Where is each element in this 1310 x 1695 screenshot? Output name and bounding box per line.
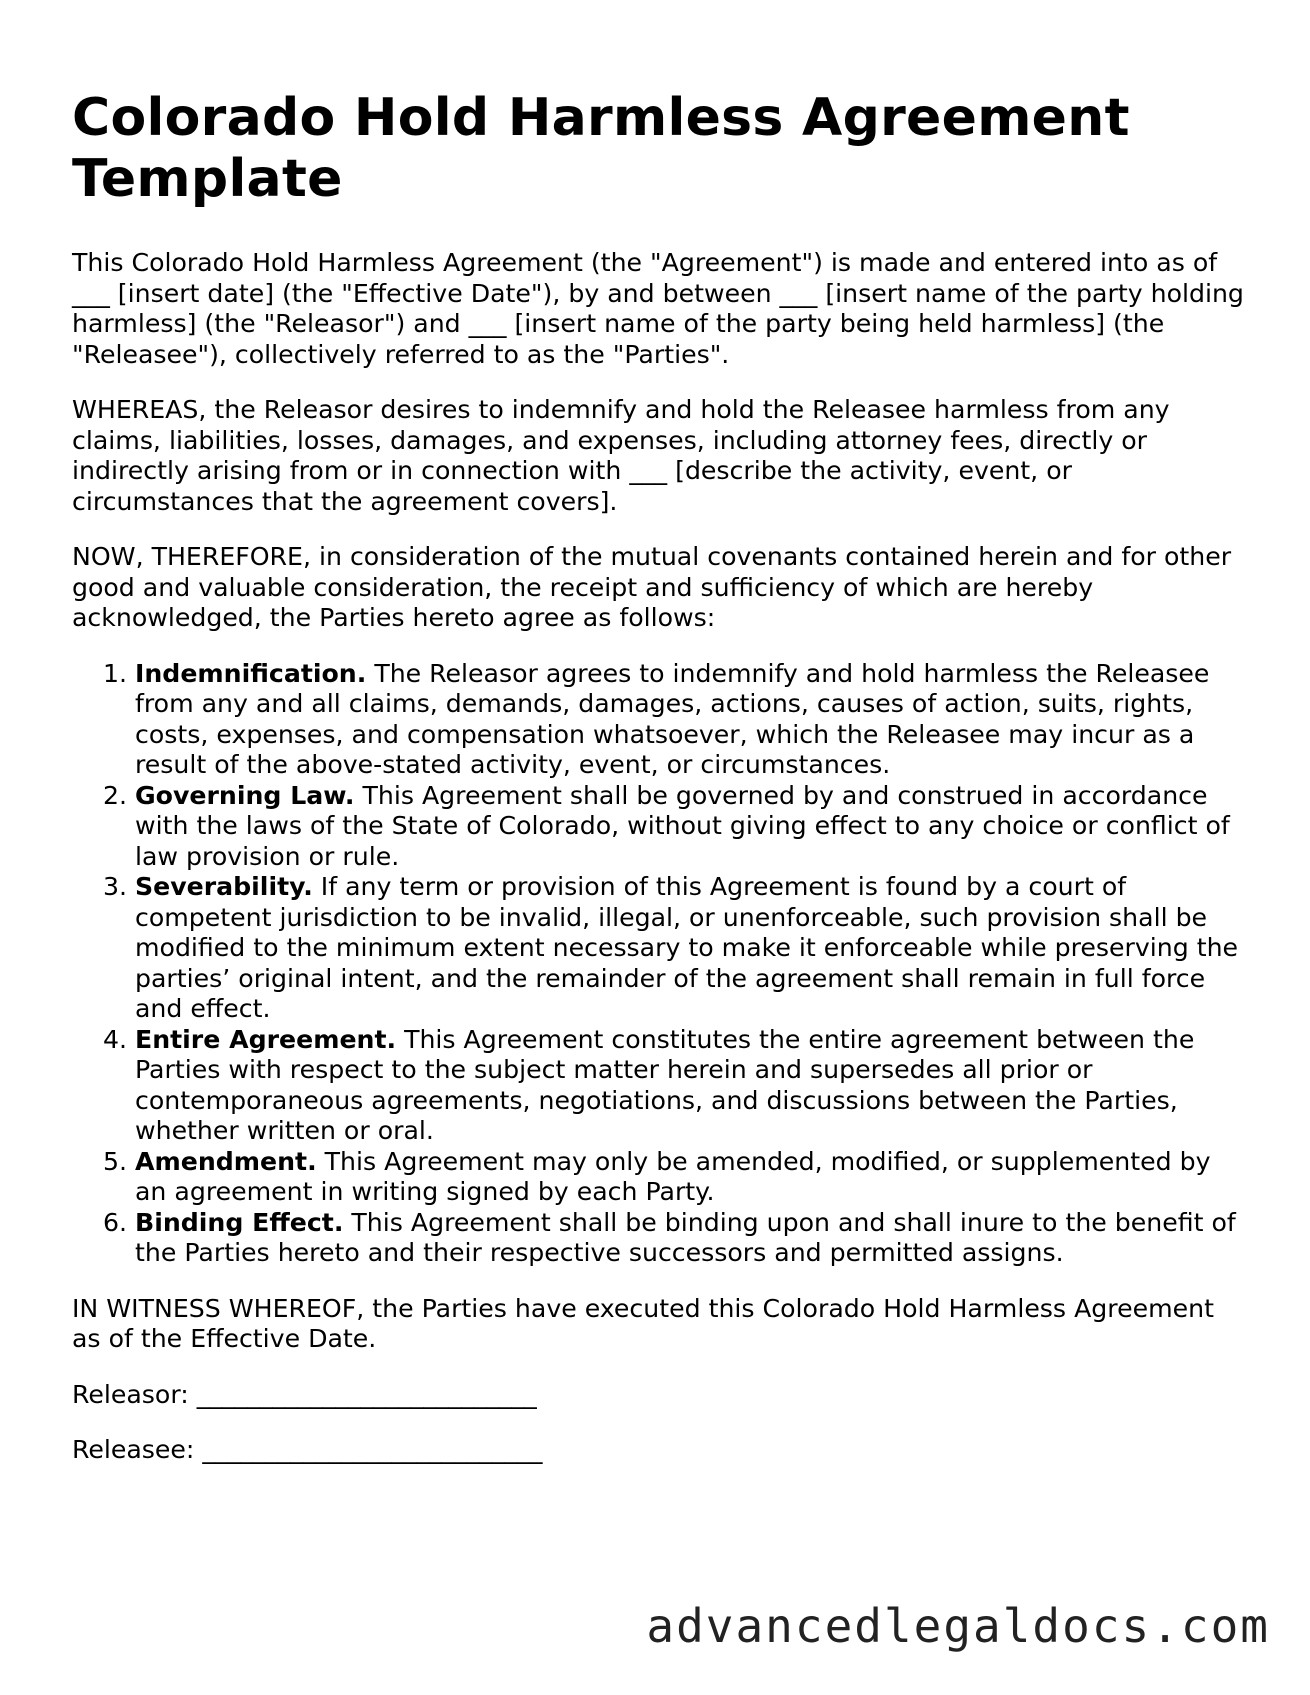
clause-text: The Releasor agrees to indemnify and hold harmless the Releasee from any and all claims, demands, damages, actions, causes of action, suits, rights, costs, expenses, and compensation whatsoever, which the Releasee may incur as a result of the above-stated activity, event, or circumstances. [135, 658, 1210, 779]
intro-paragraph: This Colorado Hold Harmless Agreement (the "Agreement") is made and entered into as of ___ [insert date] (the "Effective Date"), by and between ___ [insert name of the party holding harmless] (the "Releasor") and ___ [insert name of the party being held harmless] (the "Releasee"), collectively referred to as the "Parties". [72, 248, 1244, 369]
whereas-paragraph: WHEREAS, the Releasor desires to indemnify and hold the Releasee harmless from any claims, liabilities, losses, damages, and expenses, including attorney fees, directly or indirectly arising from or in connection with ___ [describe the activity, event, or circumstances that the agreement covers]. [72, 395, 1170, 516]
clause-item [135, 1025, 1247, 1147]
clause-heading: Binding Effect. [135, 1207, 344, 1237]
clause-text: This Agreement constitutes the entire agreement between the Parties with respect to the subject matter herein and supersedes all prior or contemporaneous agreements, negotiations, and discussions between the Parties, whether written or oral. [135, 1024, 1195, 1145]
clause-heading: Severability. [135, 872, 313, 901]
document-title: Colorado Hold Harmless Agreement Template [72, 88, 1130, 209]
clause-list [72, 659, 1247, 1269]
now-therefore-paragraph: NOW, THEREFORE, in consideration of the mutual covenants contained herein and for other good and valuable consideration, the receipt and sufficiency of which are hereby acknowledged, the Parties hereto agree as follows: [72, 542, 1232, 632]
clause-item [135, 1147, 1247, 1208]
clause-heading: Indemnification. [135, 658, 367, 688]
clause-heading: Entire Agreement. [135, 1024, 397, 1054]
clause-heading: Governing Law. [135, 780, 355, 810]
clause-text: If any term or provision of this Agreement is found by a court of competent jurisdiction to be invalid, illegal, or unenforceable, such provision shall be modified to the minimum extent necessary to make it enforceable while preserving the parties’ original intent, and the remainder of the agreement shall remain in full force and effect. [135, 872, 1239, 1023]
clause-text: This Agreement may only be amended, modified, or supplemented by an agreement in writing signed by each Party. [135, 1146, 1211, 1206]
clause-item [135, 659, 1247, 781]
clause-item [135, 872, 1247, 1025]
clause-item [135, 1208, 1247, 1269]
witness-paragraph: IN WITNESS WHEREOF, the Parties have executed this Colorado Hold Harmless Agreement as of the Effective Date. [72, 1293, 1214, 1353]
releasor-signature-line[interactable]: Releasor: ___________________________ [72, 1379, 537, 1409]
clause-item [135, 781, 1247, 873]
clause-text: This Agreement shall be binding upon and shall inure to the benefit of the Parties hereto and their respective successors and permitted assigns. [135, 1207, 1236, 1267]
releasee-signature-line[interactable]: Releasee: ___________________________ [72, 1435, 543, 1464]
clause-heading: Amendment. [135, 1146, 317, 1176]
site-watermark: advancedlegaldocs.com [646, 1599, 1270, 1653]
clause-text: This Agreement shall be governed by and construed in accordance with the laws of the State of Colorado, without giving effect to any choice or conflict of law provision or rule. [135, 780, 1230, 871]
document-page [72, 88, 1247, 1491]
